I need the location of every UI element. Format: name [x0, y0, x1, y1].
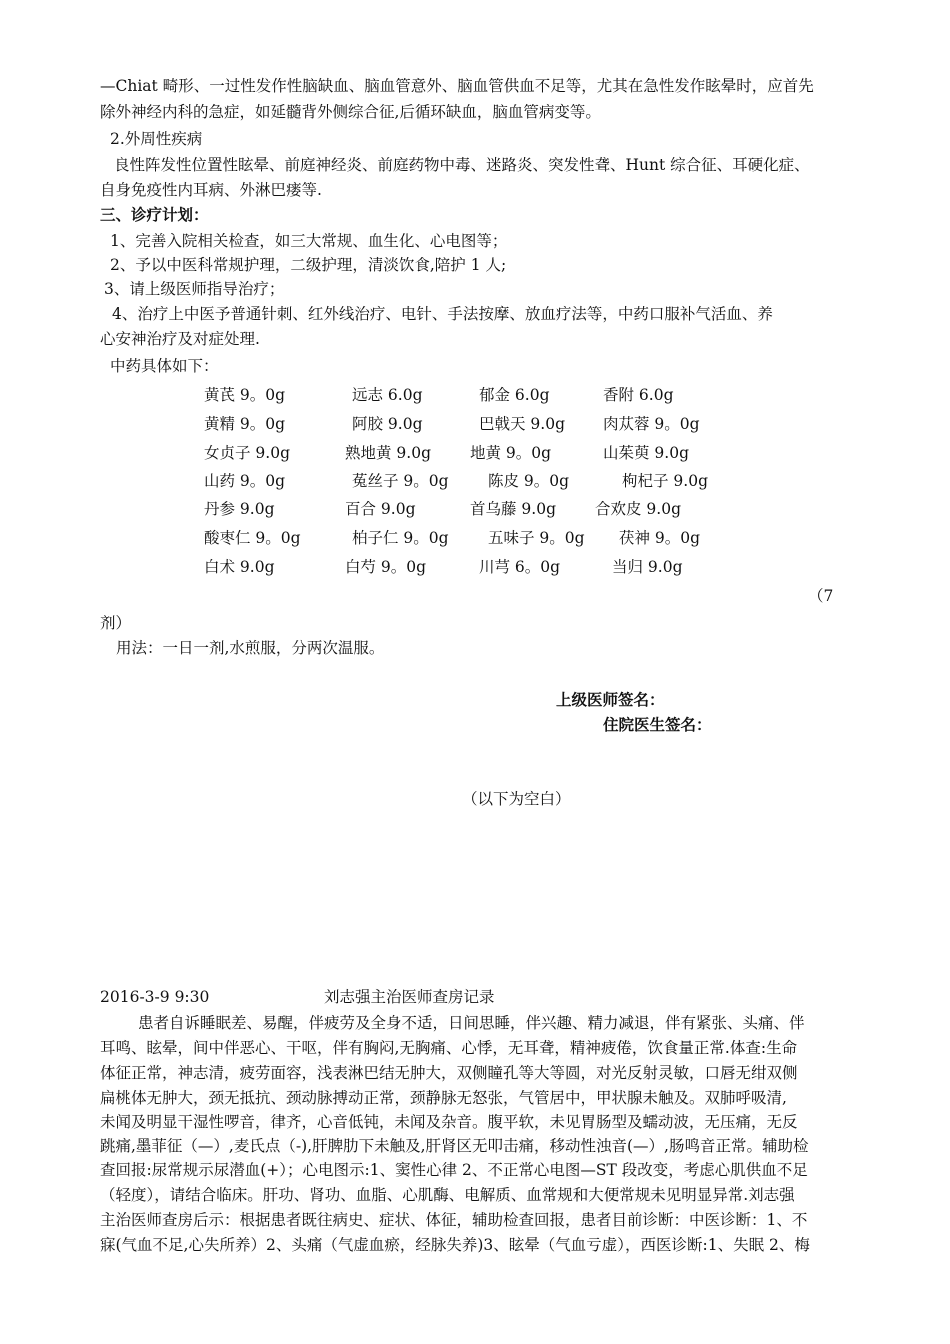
record-line: 跳痛,墨菲征（—）,麦氏点（-),肝脾肋下未触及,肝肾区无叩击痛，移动性浊音(—）,肠鸣音正常。辅助检: [100, 1137, 809, 1155]
herb-item: 巴戟天 9.0g: [479, 415, 565, 433]
herb-item: 香附 6.0g: [603, 386, 674, 404]
herb-item: 阿胶 9.0g: [352, 415, 423, 433]
record-title: 刘志强主治医师查房记录: [324, 988, 495, 1006]
herb-row: [0, 555, 950, 579]
plan-item-4-line-2: 心安神治疗及对症处理.: [100, 330, 260, 348]
record-line: 体征正常，神志清，疲劳面容，浅表淋巴结无肿大，双侧瞳孔等大等圆，对光反射灵敏，口唇无绀双侧: [100, 1064, 798, 1082]
herb-row: [0, 383, 950, 407]
dose-count-open: （7: [808, 587, 834, 605]
peripheral-disease-title: 2.外周性疾病: [110, 130, 203, 148]
herb-item: 白芍 9。0g: [345, 558, 427, 576]
herb-item: 地黄 9。0g: [470, 444, 552, 462]
herb-row: [0, 526, 950, 550]
record-line: （轻度），请结合临床。肝功、肾功、血脂、心肌酶、电解质、血常规和大便常规未见明显异常.刘志强: [100, 1186, 795, 1204]
herb-row: [0, 441, 950, 465]
peripheral-disease-line-1: 良性阵发性位置性眩晕、前庭神经炎、前庭药物中毒、迷路炎、突发性聋、Hunt 综合征、耳硬化症、: [114, 156, 810, 174]
senior-physician-signature: 上级医师签名：: [556, 691, 665, 709]
herb-item: 山茱萸 9.0g: [603, 444, 689, 462]
plan-heading: 三、诊疗计划：: [100, 206, 209, 224]
herb-item: 丹参 9.0g: [204, 500, 275, 518]
herb-item: 茯神 9。0g: [619, 529, 701, 547]
herb-item: 山药 9。0g: [204, 472, 286, 490]
herb-item: 菟丝子 9。0g: [352, 472, 449, 490]
plan-item-4-line-1: 4、治疗上中医予普通针刺、红外线治疗、电针、手法按摩、放血疗法等，中药口服补气活血、养: [112, 305, 773, 323]
herb-item: 女贞子 9.0g: [204, 444, 290, 462]
plan-item-3: 3、请上级医师指导治疗；: [104, 280, 285, 298]
usage-instructions: 用法：一日一剂,水煎服，分两次温服。: [116, 639, 385, 657]
differential-line-1: —Chiat 畸形、一过性发作性脑缺血、脑血管意外、脑血管供血不足等，尤其在急性发作眩晕时，应首先: [100, 77, 814, 95]
herb-item: 当归 9.0g: [612, 558, 683, 576]
herb-item: 百合 9.0g: [345, 500, 416, 518]
herb-item: 白术 9.0g: [204, 558, 275, 576]
record-line: 主治医师查房后示：根据患者既往病史、症状、体征，辅助检查回报，患者目前诊断：中医诊断：1、不: [100, 1211, 808, 1229]
herb-item: 首乌藤 9.0g: [470, 500, 556, 518]
herb-item: 柏子仁 9。0g: [352, 529, 449, 547]
herb-item: 肉苁蓉 9。0g: [603, 415, 700, 433]
herb-item: 川芎 6。0g: [479, 558, 561, 576]
record-line: 患者自诉睡眠差、易醒，伴疲劳及全身不适，日间思睡，伴兴趣、精力减退，伴有紧张、头痛、伴: [138, 1014, 805, 1032]
blank-note: （以下为空白）: [462, 790, 571, 808]
herb-item: 酸枣仁 9。0g: [204, 529, 301, 547]
resident-physician-signature: 住院医生签名：: [603, 716, 712, 734]
plan-item-2: 2、予以中医科常规护理，二级护理，清淡饮食,陪护 1 人;: [110, 256, 507, 274]
record-line: 未闻及明显干湿性啰音，律齐，心音低钝，未闻及杂音。腹平软，未见胃肠型及蠕动波，无压痛，无反: [100, 1113, 798, 1131]
herb-item: 合欢皮 9.0g: [595, 500, 681, 518]
record-datetime: 2016-3-9 9:30: [100, 988, 210, 1006]
herb-item: 五味子 9。0g: [488, 529, 585, 547]
record-line: 耳鸣、眩晕，间中伴恶心、干呕，伴有胸闷,无胸痛、心悸，无耳聋，精神疲倦，饮食量正常.体查:生命: [100, 1039, 798, 1057]
herb-item: 远志 6.0g: [352, 386, 423, 404]
herb-item: 熟地黄 9.0g: [345, 444, 431, 462]
herb-row: [0, 497, 950, 521]
herb-row: [0, 469, 950, 493]
herb-item: 黄精 9。0g: [204, 415, 286, 433]
record-line: 扁桃体无肿大，颈无抵抗、颈动脉搏动正常，颈静脉无怒张，气管居中，甲状腺未触及。双肺呼吸清,: [100, 1089, 787, 1107]
peripheral-disease-line-2: 自身免疫性内耳病、外淋巴瘘等.: [100, 181, 322, 199]
dose-count-close: 剂）: [100, 614, 132, 632]
herbs-intro: 中药具体如下：: [110, 357, 219, 375]
herb-item: 枸杞子 9.0g: [622, 472, 708, 490]
record-line: 寐(气血不足,心失所养）2、头痛（气虚血瘀，经脉失养)3、眩晕（气血亏虚），西医诊断:1、失眠 2、梅: [100, 1236, 810, 1254]
herb-row: [0, 412, 950, 436]
herb-item: 陈皮 9。0g: [488, 472, 570, 490]
differential-line-2: 除外神经内科的急症，如延髓背外侧综合征,后循环缺血，脑血管病变等。: [100, 103, 601, 121]
herb-item: 黄芪 9。0g: [204, 386, 286, 404]
plan-item-1: 1、完善入院相关检查，如三大常规、血生化、心电图等；: [110, 232, 508, 250]
herb-item: 郁金 6.0g: [479, 386, 550, 404]
record-line: 查回报:尿常规示尿潜血(+）；心电图示:1、窦性心律 2、不正常心电图—ST 段改变，考虑心肌供血不足: [100, 1161, 808, 1179]
